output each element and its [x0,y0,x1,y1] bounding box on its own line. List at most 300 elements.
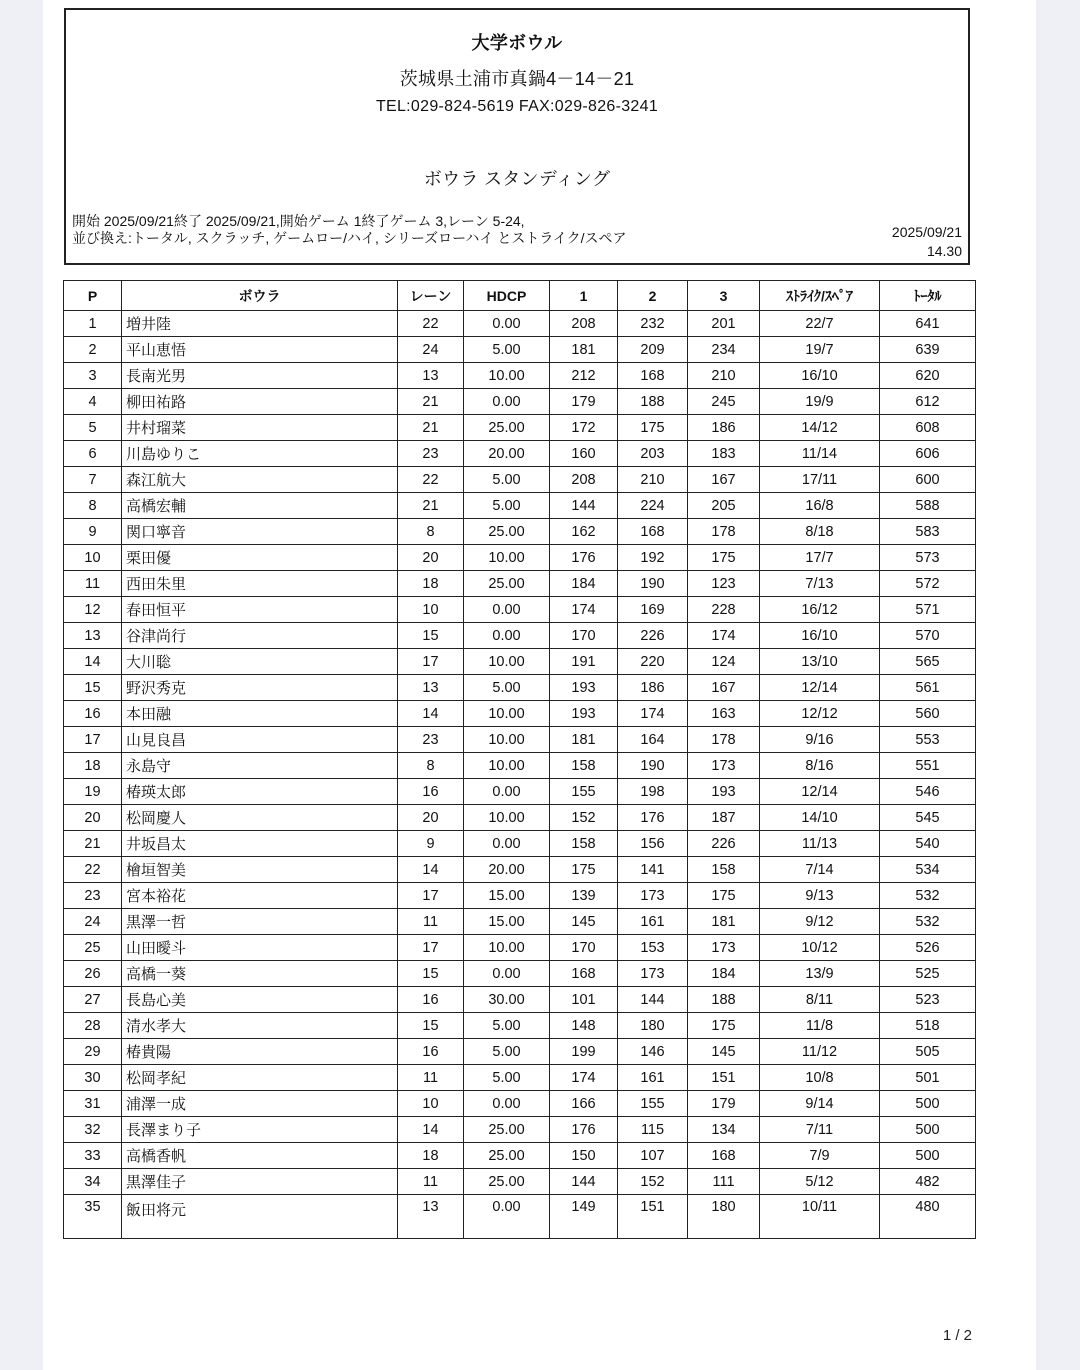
venue-name: 大学ボウル [471,33,563,53]
cell-hdcp: 25.00 [464,519,550,545]
cell-position: 29 [64,1039,122,1065]
cell-game-1: 199 [550,1039,618,1065]
cell-hdcp: 5.00 [464,1013,550,1039]
cell-game-2: 164 [618,727,688,753]
cell-lane: 24 [398,337,464,363]
cell-game-2: 209 [618,337,688,363]
cell-strike-spare: 12/14 [760,779,880,805]
cell-hdcp: 25.00 [464,1117,550,1143]
cell-lane: 21 [398,389,464,415]
cell-position: 17 [64,727,122,753]
cell-game-1: 175 [550,857,618,883]
report-title: ボウラ スタンディング [423,169,611,189]
cell-lane: 14 [398,857,464,883]
cell-hdcp: 0.00 [464,779,550,805]
cell-game-3: 134 [688,1117,760,1143]
cell-game-3: 245 [688,389,760,415]
table-row [64,571,976,597]
cell-hdcp: 25.00 [464,571,550,597]
cell-game-1: 168 [550,961,618,987]
table-row [64,805,976,831]
cell-lane: 17 [398,649,464,675]
cell-position: 31 [64,1091,122,1117]
cell-hdcp: 5.00 [464,467,550,493]
cell-bowler-name: 長南光男 [122,363,398,389]
cell-bowler-name: 大川聡 [122,649,398,675]
table-row [64,311,976,337]
cell-lane: 18 [398,571,464,597]
report-header-box [64,8,970,265]
cell-hdcp: 0.00 [464,1195,550,1239]
cell-game-2: 190 [618,571,688,597]
table-row [64,519,976,545]
cell-hdcp: 10.00 [464,649,550,675]
cell-strike-spare: 11/8 [760,1013,880,1039]
cell-total: 583 [880,519,976,545]
cell-strike-spare: 12/12 [760,701,880,727]
cell-strike-spare: 17/7 [760,545,880,571]
cell-total: 518 [880,1013,976,1039]
cell-strike-spare: 16/10 [760,623,880,649]
cell-lane: 11 [398,1169,464,1195]
cell-game-3: 167 [688,675,760,701]
report-conditions [72,213,627,247]
cell-game-3: 175 [688,883,760,909]
cell-bowler-name: 栗田優 [122,545,398,571]
cell-strike-spare: 16/12 [760,597,880,623]
cell-position: 12 [64,597,122,623]
table-row [64,1143,976,1169]
cell-strike-spare: 8/11 [760,987,880,1013]
cell-position: 20 [64,805,122,831]
cell-game-1: 181 [550,727,618,753]
cell-game-2: 198 [618,779,688,805]
cell-total: 482 [880,1169,976,1195]
cell-game-3: 179 [688,1091,760,1117]
cell-game-1: 176 [550,545,618,571]
cell-strike-spare: 9/14 [760,1091,880,1117]
venue-contact: TEL:029-824-5619 FAX:029-826-3241 [375,98,659,115]
cell-game-3: 175 [688,545,760,571]
cell-game-3: 226 [688,831,760,857]
cell-total: 612 [880,389,976,415]
cell-hdcp: 5.00 [464,675,550,701]
cell-strike-spare: 22/7 [760,311,880,337]
cell-hdcp: 0.00 [464,623,550,649]
cell-hdcp: 15.00 [464,909,550,935]
cell-bowler-name: 春田恒平 [122,597,398,623]
table-row [64,935,976,961]
cell-game-1: 152 [550,805,618,831]
cell-game-2: 210 [618,467,688,493]
cell-game-2: 169 [618,597,688,623]
cell-game-2: 168 [618,363,688,389]
cell-position: 18 [64,753,122,779]
cell-total: 500 [880,1143,976,1169]
cell-game-1: 170 [550,935,618,961]
cell-total: 572 [880,571,976,597]
column-header-position: P [64,281,122,311]
cell-hdcp: 25.00 [464,1169,550,1195]
cell-strike-spare: 14/10 [760,805,880,831]
cell-game-1: 162 [550,519,618,545]
cell-total: 545 [880,805,976,831]
cell-game-1: 155 [550,779,618,805]
cell-bowler-name: 松岡孝紀 [122,1065,398,1091]
cell-position: 24 [64,909,122,935]
column-header-game-1: 1 [550,281,618,311]
cell-lane: 23 [398,441,464,467]
table-row [64,649,976,675]
cell-hdcp: 10.00 [464,545,550,571]
table-row [64,1169,976,1195]
cell-game-2: 173 [618,883,688,909]
cell-total: 561 [880,675,976,701]
cell-game-1: 101 [550,987,618,1013]
cell-bowler-name: 黒澤一哲 [122,909,398,935]
cell-total: 480 [880,1195,976,1239]
cell-hdcp: 5.00 [464,493,550,519]
cell-bowler-name: 川島ゆりこ [122,441,398,467]
table-row [64,415,976,441]
cell-strike-spare: 13/10 [760,649,880,675]
table-row [64,831,976,857]
cell-game-1: 174 [550,597,618,623]
cell-total: 500 [880,1091,976,1117]
cell-game-3: 193 [688,779,760,805]
cell-total: 540 [880,831,976,857]
table-row [64,389,976,415]
cell-position: 28 [64,1013,122,1039]
cell-game-2: 115 [618,1117,688,1143]
cell-hdcp: 5.00 [464,1039,550,1065]
cell-game-1: 212 [550,363,618,389]
cell-total: 570 [880,623,976,649]
cell-game-2: 156 [618,831,688,857]
cell-game-3: 124 [688,649,760,675]
cell-total: 606 [880,441,976,467]
cell-position: 4 [64,389,122,415]
cell-bowler-name: 松岡慶人 [122,805,398,831]
cell-game-1: 166 [550,1091,618,1117]
cell-strike-spare: 9/13 [760,883,880,909]
cell-bowler-name: 高橋宏輔 [122,493,398,519]
cell-game-2: 161 [618,909,688,935]
cell-position: 5 [64,415,122,441]
cell-lane: 20 [398,805,464,831]
cell-hdcp: 20.00 [464,441,550,467]
cell-hdcp: 10.00 [464,805,550,831]
cell-game-2: 173 [618,961,688,987]
cell-lane: 14 [398,701,464,727]
cell-game-2: 146 [618,1039,688,1065]
cell-lane: 21 [398,415,464,441]
cell-total: 588 [880,493,976,519]
cell-game-1: 174 [550,1065,618,1091]
cell-strike-spare: 7/14 [760,857,880,883]
cell-game-2: 226 [618,623,688,649]
table-row [64,441,976,467]
cell-game-2: 186 [618,675,688,701]
cell-hdcp: 25.00 [464,415,550,441]
cell-game-3: 228 [688,597,760,623]
cell-strike-spare: 16/10 [760,363,880,389]
cell-lane: 8 [398,753,464,779]
cell-lane: 16 [398,1039,464,1065]
cell-game-2: 176 [618,805,688,831]
cell-game-2: 220 [618,649,688,675]
cell-position: 26 [64,961,122,987]
cell-bowler-name: 山見良昌 [122,727,398,753]
cell-game-3: 178 [688,519,760,545]
cell-game-3: 178 [688,727,760,753]
cell-position: 16 [64,701,122,727]
cell-position: 34 [64,1169,122,1195]
cell-game-2: 175 [618,415,688,441]
cell-game-2: 192 [618,545,688,571]
cell-lane: 15 [398,1013,464,1039]
cell-position: 8 [64,493,122,519]
cell-hdcp: 30.00 [464,987,550,1013]
cell-total: 620 [880,363,976,389]
cell-total: 523 [880,987,976,1013]
cell-game-3: 205 [688,493,760,519]
cell-total: 526 [880,935,976,961]
cell-game-2: 155 [618,1091,688,1117]
cell-strike-spare: 17/11 [760,467,880,493]
table-row [64,727,976,753]
cell-total: 534 [880,857,976,883]
cell-game-3: 163 [688,701,760,727]
cell-total: 501 [880,1065,976,1091]
cell-strike-spare: 11/12 [760,1039,880,1065]
cell-bowler-name: 本田融 [122,701,398,727]
cell-bowler-name: 清水孝大 [122,1013,398,1039]
cell-lane: 13 [398,675,464,701]
cell-total: 560 [880,701,976,727]
cell-game-1: 193 [550,675,618,701]
cell-total: 553 [880,727,976,753]
cell-total: 532 [880,883,976,909]
cell-hdcp: 0.00 [464,311,550,337]
cell-game-2: 188 [618,389,688,415]
cell-position: 6 [64,441,122,467]
cell-game-2: 107 [618,1143,688,1169]
column-header-strike-spare: ｽﾄﾗｲｸ/ｽﾍﾟｱ [760,281,880,311]
table-row [64,545,976,571]
table-row [64,467,976,493]
standings-rows [64,311,976,1239]
cell-total: 639 [880,337,976,363]
cell-game-1: 158 [550,831,618,857]
cell-lane: 21 [398,493,464,519]
cell-bowler-name: 高橋一葵 [122,961,398,987]
table-header-row [64,281,976,311]
table-row [64,1065,976,1091]
cell-total: 573 [880,545,976,571]
print-timestamp [892,223,962,261]
cell-position: 33 [64,1143,122,1169]
cell-bowler-name: 山田曖斗 [122,935,398,961]
cell-lane: 23 [398,727,464,753]
cell-strike-spare: 7/13 [760,571,880,597]
cell-strike-spare: 8/18 [760,519,880,545]
cell-hdcp: 5.00 [464,337,550,363]
cell-bowler-name: 高橋香帆 [122,1143,398,1169]
cell-lane: 18 [398,1143,464,1169]
cell-game-1: 170 [550,623,618,649]
page-indicator: 1 / 2 [942,1327,972,1344]
cell-game-2: 152 [618,1169,688,1195]
cell-lane: 9 [398,831,464,857]
cell-position: 30 [64,1065,122,1091]
cell-game-1: 181 [550,337,618,363]
cell-game-3: 181 [688,909,760,935]
cell-game-2: 151 [618,1195,688,1239]
cell-game-2: 224 [618,493,688,519]
cell-position: 15 [64,675,122,701]
cell-bowler-name: 増井陸 [122,311,398,337]
cell-position: 3 [64,363,122,389]
cell-lane: 17 [398,935,464,961]
cell-game-3: 173 [688,935,760,961]
cell-game-2: 144 [618,987,688,1013]
cell-game-3: 145 [688,1039,760,1065]
cell-game-3: 210 [688,363,760,389]
cell-hdcp: 0.00 [464,1091,550,1117]
cell-total: 546 [880,779,976,805]
table-row [64,493,976,519]
cell-hdcp: 25.00 [464,1143,550,1169]
cell-game-3: 180 [688,1195,760,1239]
cell-strike-spare: 19/9 [760,389,880,415]
cell-bowler-name: 井村瑠菜 [122,415,398,441]
cell-game-2: 141 [618,857,688,883]
cell-game-3: 173 [688,753,760,779]
cell-game-1: 208 [550,467,618,493]
cell-bowler-name: 宮本裕花 [122,883,398,909]
cell-game-2: 168 [618,519,688,545]
cell-total: 551 [880,753,976,779]
cell-game-2: 203 [618,441,688,467]
cell-position: 1 [64,311,122,337]
table-row [64,857,976,883]
report-page [43,0,1036,1370]
cell-hdcp: 10.00 [464,935,550,961]
cell-bowler-name: 檜垣智美 [122,857,398,883]
cell-position: 23 [64,883,122,909]
cell-bowler-name: 柳田祐路 [122,389,398,415]
table-row [64,1195,976,1239]
cell-game-2: 174 [618,701,688,727]
cell-position: 2 [64,337,122,363]
cell-position: 25 [64,935,122,961]
cell-position: 21 [64,831,122,857]
cell-lane: 11 [398,1065,464,1091]
cell-lane: 16 [398,779,464,805]
cell-total: 525 [880,961,976,987]
table-row [64,961,976,987]
cell-game-3: 167 [688,467,760,493]
cell-bowler-name: 椿瑛太郎 [122,779,398,805]
cell-bowler-name: 浦澤一成 [122,1091,398,1117]
column-header-bowler: ボウラ [122,281,398,311]
cell-strike-spare: 10/12 [760,935,880,961]
cell-lane: 17 [398,883,464,909]
cell-total: 500 [880,1117,976,1143]
cell-bowler-name: 飯田将元 [122,1195,398,1239]
table-row [64,597,976,623]
cell-strike-spare: 10/8 [760,1065,880,1091]
cell-game-3: 187 [688,805,760,831]
cell-bowler-name: 西田朱里 [122,571,398,597]
cell-game-2: 232 [618,311,688,337]
cell-lane: 10 [398,1091,464,1117]
table-row [64,363,976,389]
cell-lane: 8 [398,519,464,545]
cell-strike-spare: 5/12 [760,1169,880,1195]
cell-game-1: 148 [550,1013,618,1039]
column-header-hdcp: HDCP [464,281,550,311]
print-time: 14.30 [926,243,962,259]
cell-game-1: 144 [550,1169,618,1195]
cell-bowler-name: 永島守 [122,753,398,779]
cell-bowler-name: 野沢秀克 [122,675,398,701]
cell-game-3: 174 [688,623,760,649]
cell-hdcp: 10.00 [464,727,550,753]
cell-lane: 11 [398,909,464,935]
cell-strike-spare: 11/13 [760,831,880,857]
column-header-game-2: 2 [618,281,688,311]
cell-position: 13 [64,623,122,649]
cell-game-3: 123 [688,571,760,597]
cell-hdcp: 10.00 [464,753,550,779]
cell-lane: 13 [398,1195,464,1239]
cell-position: 32 [64,1117,122,1143]
cell-bowler-name: 谷津尚行 [122,623,398,649]
cell-position: 27 [64,987,122,1013]
cell-game-1: 158 [550,753,618,779]
cell-hdcp: 10.00 [464,701,550,727]
cell-strike-spare: 7/9 [760,1143,880,1169]
cell-position: 10 [64,545,122,571]
table-row [64,753,976,779]
cell-hdcp: 20.00 [464,857,550,883]
cell-game-3: 151 [688,1065,760,1091]
cell-total: 608 [880,415,976,441]
cell-game-1: 150 [550,1143,618,1169]
cell-bowler-name: 長島心美 [122,987,398,1013]
print-date: 2025/09/21 [891,224,962,240]
cell-hdcp: 0.00 [464,597,550,623]
cell-position: 22 [64,857,122,883]
cell-strike-spare: 12/14 [760,675,880,701]
cell-total: 565 [880,649,976,675]
cell-position: 9 [64,519,122,545]
cell-game-1: 184 [550,571,618,597]
cell-game-3: 175 [688,1013,760,1039]
cell-game-3: 184 [688,961,760,987]
cell-position: 35 [64,1195,122,1239]
cell-lane: 20 [398,545,464,571]
table-row [64,675,976,701]
cell-hdcp: 10.00 [464,363,550,389]
cell-game-1: 179 [550,389,618,415]
table-row [64,1039,976,1065]
cell-bowler-name: 椿貴陽 [122,1039,398,1065]
cell-hdcp: 0.00 [464,831,550,857]
cell-bowler-name: 平山恵悟 [122,337,398,363]
